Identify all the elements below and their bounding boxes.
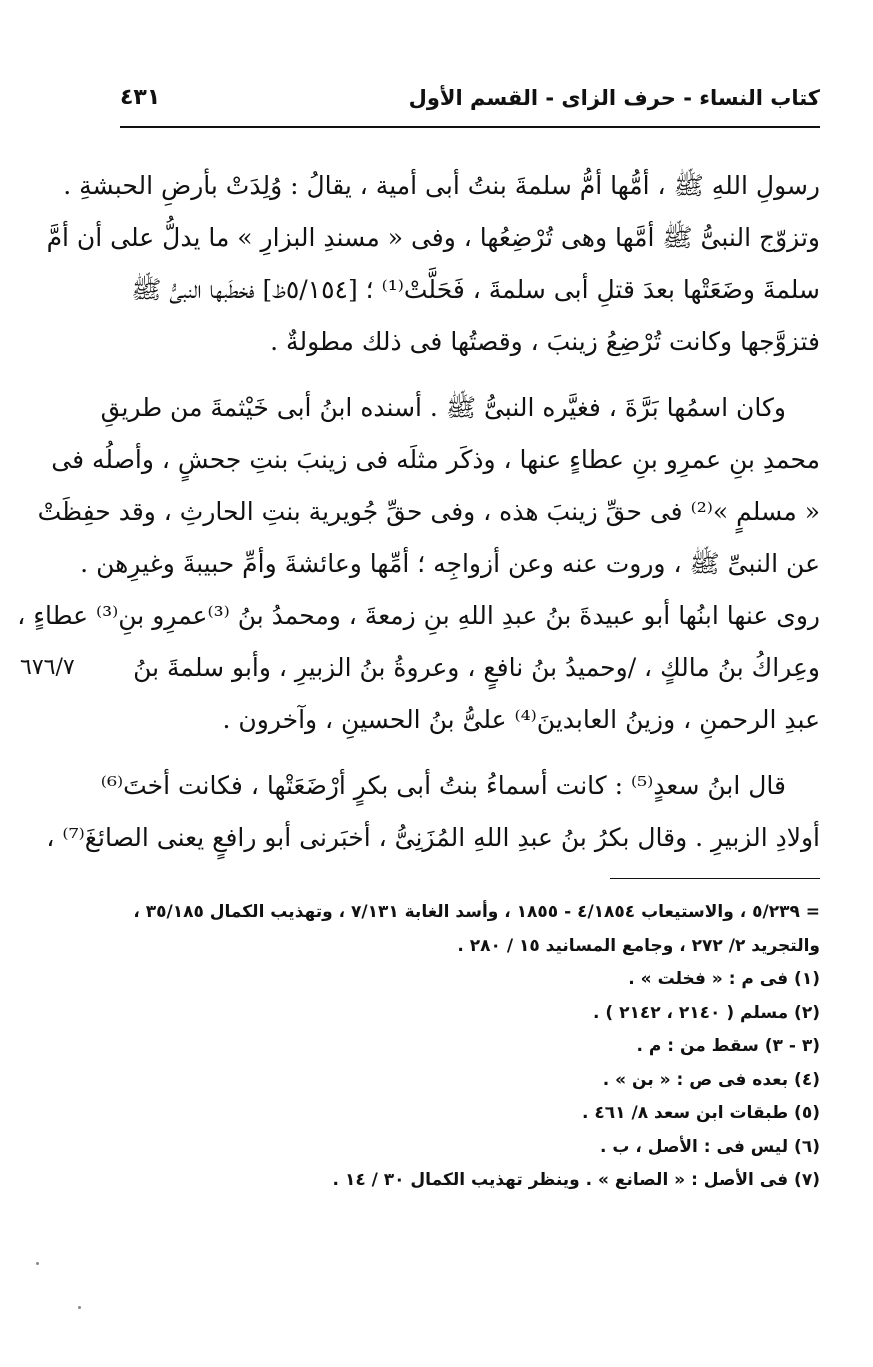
running-header xyxy=(120,82,820,122)
footnote-rule xyxy=(610,878,820,879)
text-line: قال ابنُ سعدٍ⁽⁵⁾ : كانت أسماءُ بنتُ أبى بكرٍ أرْضَعَتْها ، فكانت أختَ⁽⁶⁾ xyxy=(100,771,786,800)
footnote: (٥) طبقات ابن سعد ٨/ ٤٦١ . xyxy=(582,1103,820,1123)
footnotes xyxy=(120,896,820,1198)
text-line: عن النبىِّ ﷺ ، وروت عنه وعن أزواجِه ؛ أمِّها وعائشةَ وأمِّ حبيبةَ وغيرِهن . xyxy=(80,549,820,578)
text-line: عبدِ الرحمنِ ، وزينُ العابدينَ⁽⁴⁾ علىُّ بنُ الحسينِ ، وآخرون . xyxy=(222,705,820,734)
text-line: أولادِ الزبيرِ . وقال بكرُ بنُ عبدِ اللهِ المُزَنِىُّ ، أخبَرنى أبو رافعٍ يعنى الصائغَ⁽⁷⁾ ، xyxy=(46,823,820,852)
text-line: وكان اسمُها بَرَّةَ ، فغيَّره النبىُّ ﷺ . أسنده ابنُ أبى خَيْثمةَ من طريقِ xyxy=(100,393,786,422)
footnote: (١) فى م : « فخلت » . xyxy=(628,969,820,989)
footnote: (٧) فى الأصل : « الصانع » . وينظر تهذيب الكمال ٣٠ / ١٤ . xyxy=(332,1170,820,1190)
footnote: (٢) مسلم ( ٢١٤٠ ، ٢١٤٢ ) . xyxy=(593,1002,820,1023)
header-rule xyxy=(120,126,820,128)
footnote-continuation: = ٥/٢٣٩ ، والاستيعاب ٤/١٨٥٤ - ١٨٥٥ ، وأسد الغابة ٧/١٣١ ، وتهذيب الكمال ٣٥/١٨٥ ، xyxy=(133,902,820,922)
text-line: محمدِ بنِ عمرِو بنِ عطاءٍ عنها ، وذكَر مثلَه فى زينبَ بنتِ جحشٍ ، وأصلُه فى xyxy=(51,445,820,474)
text-line: روى عنها ابنُها أبو عبيدةَ بنُ عبدِ اللهِ بنِ زمعةَ ، ومحمدُ بنُ ⁽³⁾عمرِو بنِ⁽³⁾ عطاءٍ ، xyxy=(17,601,820,630)
paragraph-gap xyxy=(120,746,820,760)
footnote-continuation: والتجريد ٢/ ٢٧٢ ، وجامع المسانيد ١٥ / ٢٨٠ . xyxy=(457,935,820,956)
footnote: (٣ - ٣) سقط من : م . xyxy=(636,1036,820,1056)
main-text xyxy=(17,160,820,864)
footnote: (٦) ليس فى : الأصل ، ب . xyxy=(600,1136,820,1157)
running-header-title: كتاب النساء - حرف الزاى - القسم الأول xyxy=(408,86,820,110)
scan-speck xyxy=(78,1306,81,1309)
text-line: « مسلمٍ »⁽²⁾ فى حقِّ زينبَ هذه ، وفى حقِّ جُويرية بنتِ الحارثِ ، وقد حفِظَتْ xyxy=(37,497,820,526)
text-line: فتزوَّجها وكانت تُرْضِعُ زينبَ ، وقصتُها فى ذلك مطولةٌ . xyxy=(270,327,820,356)
text-line: سلمةَ وضَعَتْها بعدَ قتلِ أبى سلمةَ ، فَحَلَّتْ⁽¹⁾ ؛ [٥/١٥٤ظ] فخطَبها النبىُّ ﷺ xyxy=(131,275,820,304)
text-line: رسولِ اللهِ ﷺ ، أمُّها أمُّ سلمةَ بنتُ أبى أمية ، يقالُ : وُلِدَتْ بأرضِ الحبشةِ . xyxy=(63,171,820,200)
text-line-with-margin xyxy=(20,642,820,694)
scan-speck xyxy=(36,1262,39,1265)
paragraph-gap xyxy=(120,368,820,382)
text-line-content: وعِراكُ بنُ مالكٍ ، /وحميدُ بنُ نافعٍ ، وعروةُ بنُ الزبيرِ ، وأبو سلمةَ بنُ xyxy=(133,653,820,682)
margin-reference: ٦٧٦/٧ xyxy=(20,655,75,680)
page-number: ٤٣١ xyxy=(120,85,161,110)
text-line: وتزوّج النبىُّ ﷺ أمَّها وهى تُرْضِعُها ، وفى « مسندِ البزارِ » ما يدلُّ على أن أمَّ xyxy=(46,223,820,252)
footnote: (٤) بعده فى ص : « بن » . xyxy=(602,1069,820,1090)
